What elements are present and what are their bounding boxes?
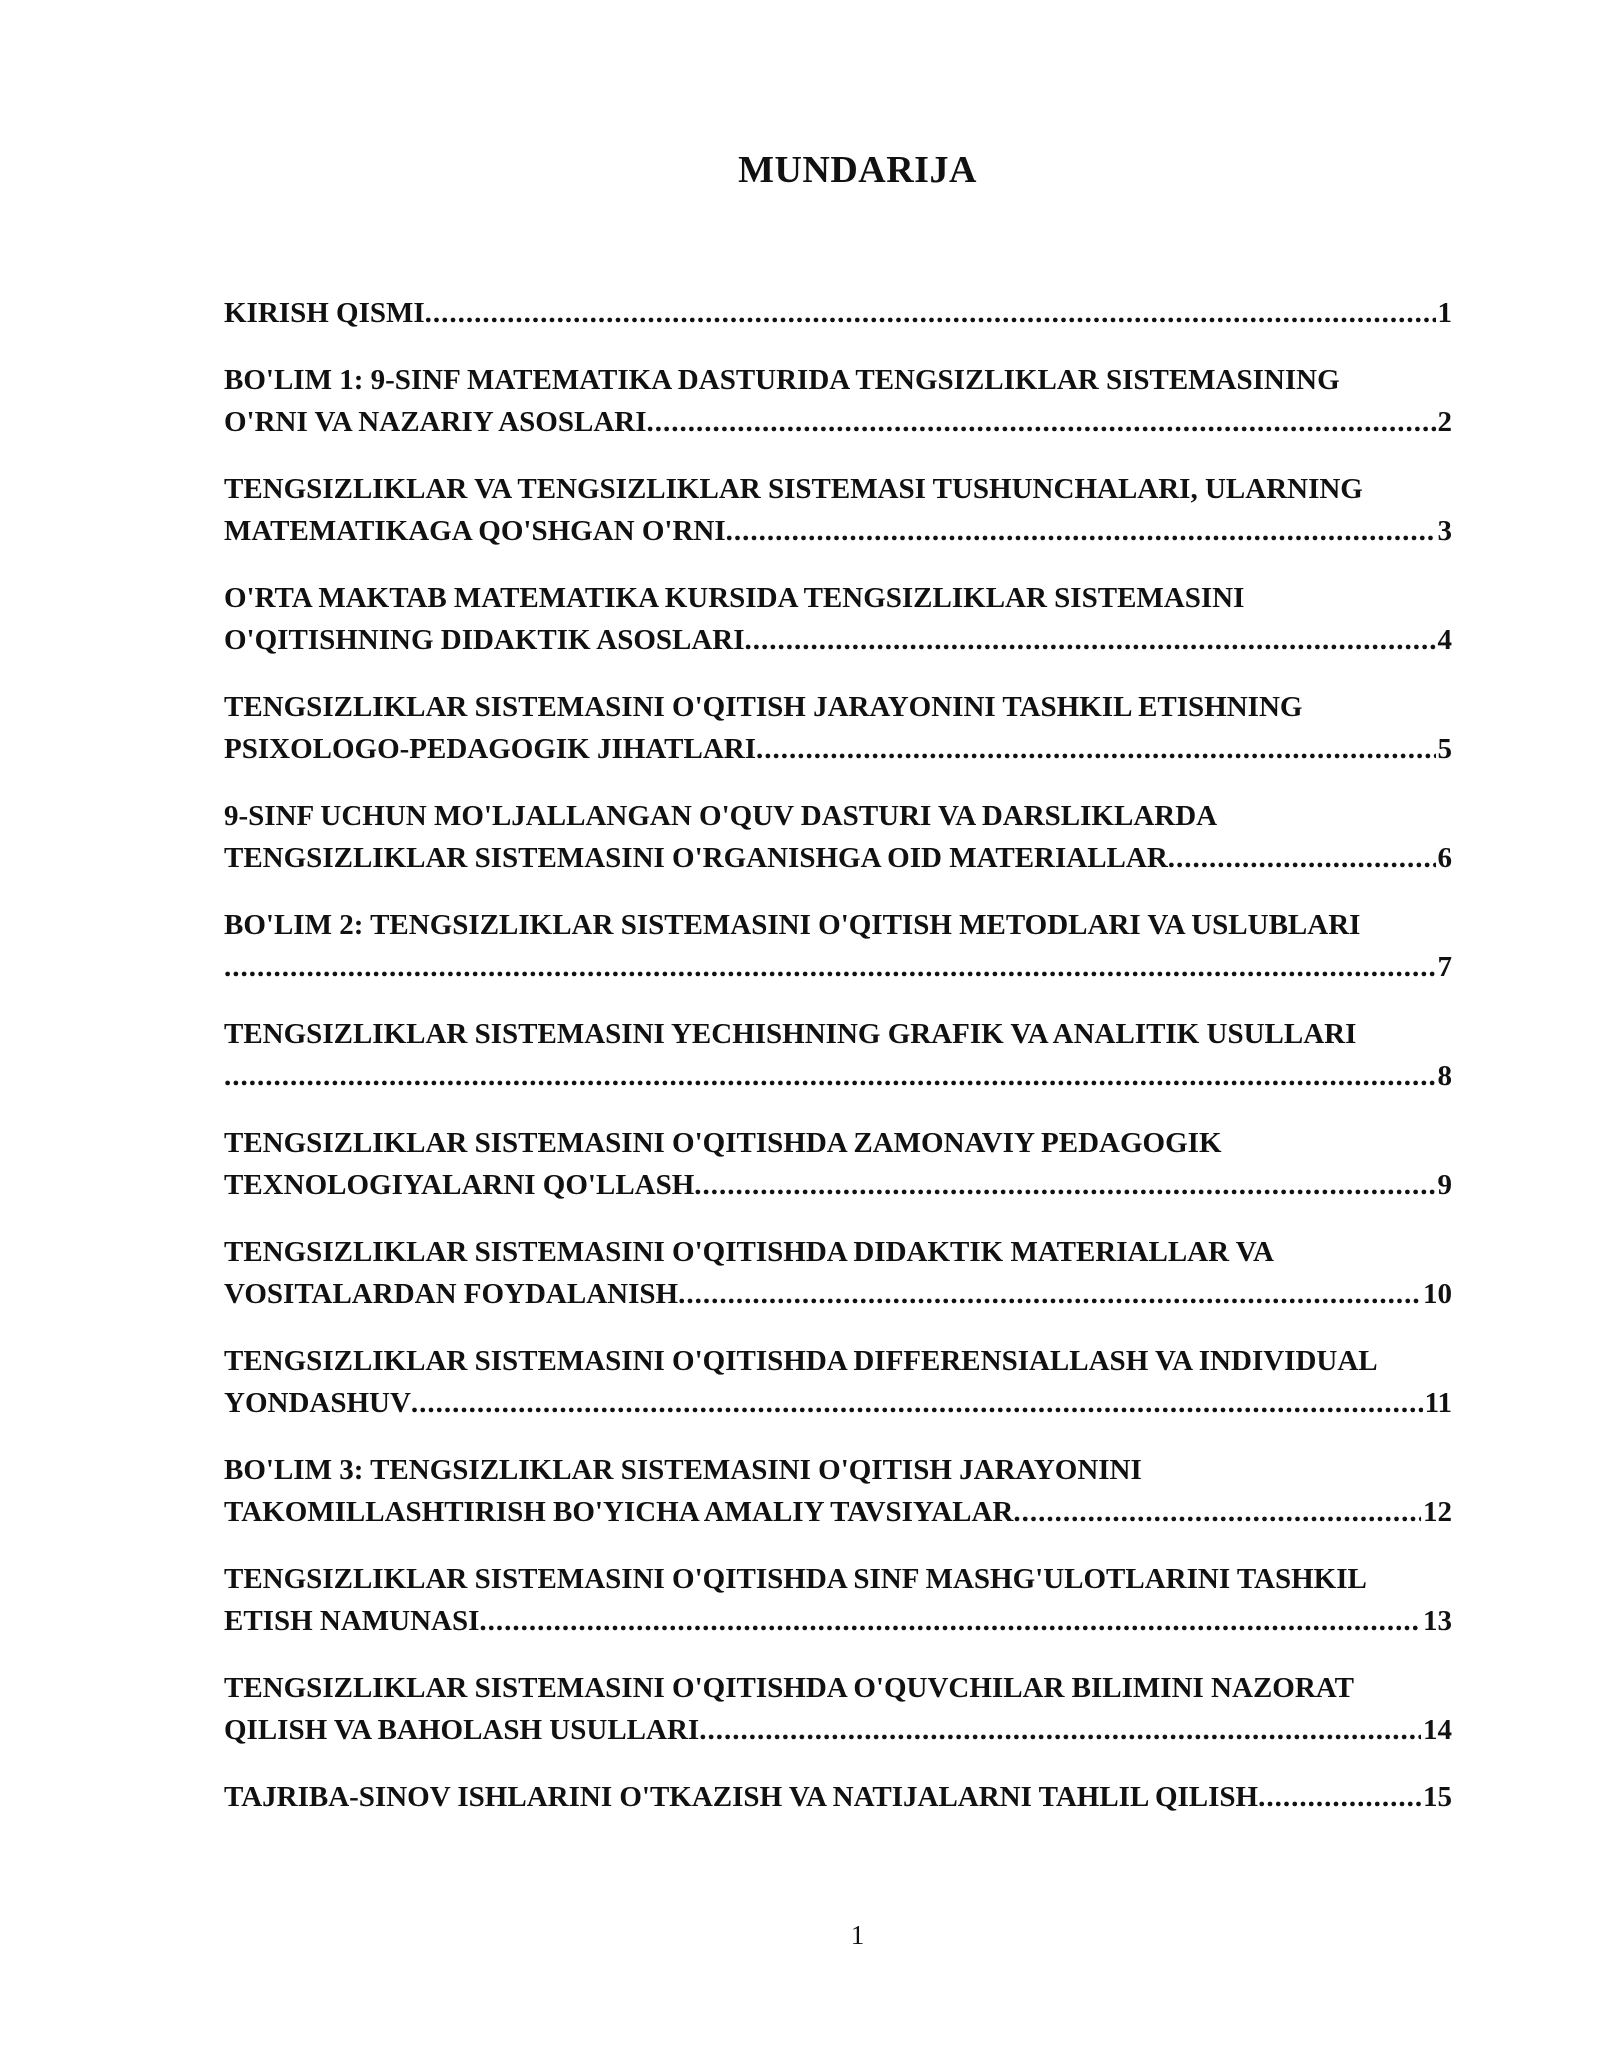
toc-page-number: 12	[1423, 1496, 1452, 1528]
toc-entry-text: PSIXOLOGO-PEDAGOGIK JIHATLARI	[224, 733, 756, 765]
toc-page-number: 15	[1423, 1781, 1452, 1813]
toc-entry-text: TEXNOLOGIYALARNI QO'LLASH	[224, 1169, 695, 1201]
page-title: MUNDARIJA	[738, 149, 977, 191]
toc-dot-leader	[694, 1164, 1435, 1206]
toc-dot-leader	[411, 1382, 1423, 1424]
toc-entry-leader-row	[224, 1776, 1452, 1818]
toc-entry-text: O'QITISHNING DIDAKTIK ASOSLARI	[224, 624, 745, 656]
toc-page-number: 13	[1423, 1605, 1452, 1637]
toc-entry-text: YONDASHUV	[224, 1387, 411, 1419]
toc-entry-text: BO'LIM 1: 9-SINF MATEMATIKA DASTURIDA TENGSIZLIKLAR SISTEMASINING	[224, 364, 1340, 396]
toc-entry-leader-row	[224, 946, 1452, 988]
toc-entry[interactable]	[224, 795, 1452, 879]
toc-entry-leader-row	[224, 1055, 1452, 1097]
toc-page-number: 1	[1437, 297, 1452, 329]
toc-entry-text: TENGSIZLIKLAR SISTEMASINI O'QITISHDA DIFFERENSIALLASH VA INDIVIDUAL	[224, 1345, 1378, 1377]
toc-entry-text: KIRISH QISMI	[224, 297, 425, 329]
toc-dot-leader	[224, 1055, 1436, 1097]
toc-page-number: 2	[1437, 406, 1452, 438]
toc-entry[interactable]	[224, 1558, 1452, 1642]
toc-entry-text: TENGSIZLIKLAR SISTEMASINI O'RGANISHGA OID MATERIALLAR	[224, 842, 1168, 874]
toc-entry[interactable]	[224, 1667, 1452, 1751]
toc-page-number: 5	[1437, 733, 1452, 765]
toc-entry-text: VOSITALARDAN FOYDALANISH	[224, 1278, 679, 1310]
toc-dot-leader	[699, 1709, 1421, 1751]
toc-entry-text: MATEMATIKAGA QO'SHGAN O'RNI	[224, 515, 726, 547]
toc-entry-text: 9-SINF UCHUN MO'LJALLANGAN O'QUV DASTURI VA DARSLIKLARDA	[224, 800, 1218, 832]
toc-entry[interactable]	[224, 468, 1452, 552]
toc-page-number: 6	[1437, 842, 1452, 874]
page-number: 1	[850, 1920, 865, 1950]
toc-entry-text: TENGSIZLIKLAR SISTEMASINI O'QITISHDA O'QUVCHILAR BILIMINI NAZORAT	[224, 1672, 1354, 1704]
toc-entry-text: QILISH VA BAHOLASH USULLARI	[224, 1714, 700, 1746]
toc-dot-leader	[647, 401, 1436, 443]
toc-entry[interactable]	[224, 1013, 1452, 1097]
toc-entry[interactable]	[224, 292, 1452, 334]
toc-entry[interactable]	[224, 1231, 1452, 1315]
toc-dot-leader	[1013, 1491, 1421, 1533]
toc-entry[interactable]	[224, 1776, 1452, 1818]
toc-entry-leader-row	[224, 510, 1452, 552]
toc-entry-leader-row	[224, 728, 1452, 770]
toc-entry-text: ETISH NAMUNASI	[224, 1605, 480, 1637]
toc-entry-text: TENGSIZLIKLAR SISTEMASINI O'QITISH JARAYONINI TASHKIL ETISHNING	[224, 691, 1303, 723]
toc-entry[interactable]	[224, 1449, 1452, 1533]
toc-entry-leader-row	[224, 1382, 1452, 1424]
toc-entry[interactable]	[224, 1340, 1452, 1424]
toc-page-number: 14	[1423, 1714, 1452, 1746]
toc-entry-leader-row	[224, 1491, 1452, 1533]
toc-dot-leader	[745, 619, 1436, 661]
toc-entry-leader-row	[224, 1709, 1452, 1751]
table-of-contents	[224, 292, 1452, 1843]
toc-entry[interactable]	[224, 359, 1452, 443]
toc-entry[interactable]	[224, 904, 1452, 988]
toc-entry[interactable]	[224, 577, 1452, 661]
toc-entry-leader-row	[224, 1600, 1452, 1642]
toc-entry-text: O'RNI VA NAZARIY ASOSLARI	[224, 406, 647, 438]
toc-entry-leader-row	[224, 1164, 1452, 1206]
toc-dot-leader	[425, 292, 1436, 334]
toc-entry-text: TENGSIZLIKLAR VA TENGSIZLIKLAR SISTEMASI TUSHUNCHALARI, ULARNING	[224, 473, 1363, 505]
toc-page-number: 10	[1423, 1278, 1452, 1310]
toc-entry[interactable]	[224, 1122, 1452, 1206]
toc-entry[interactable]	[224, 686, 1452, 770]
toc-entry-text: BO'LIM 3: TENGSIZLIKLAR SISTEMASINI O'QITISH JARAYONINI	[224, 1454, 1142, 1486]
toc-dot-leader	[726, 510, 1436, 552]
toc-entry-text: TENGSIZLIKLAR SISTEMASINI YECHISHNING GRAFIK VA ANALITIK USULLARI	[224, 1018, 1357, 1050]
toc-entry-text: TENGSIZLIKLAR SISTEMASINI O'QITISHDA ZAMONAVIY PEDAGOGIK	[224, 1127, 1222, 1159]
toc-entry-text: O'RTA MAKTAB MATEMATIKA KURSIDA TENGSIZLIKLAR SISTEMASINI	[224, 582, 1245, 614]
toc-page-number: 8	[1437, 1060, 1452, 1092]
toc-dot-leader	[756, 728, 1436, 770]
toc-page-number: 3	[1437, 515, 1452, 547]
toc-dot-leader	[1258, 1776, 1421, 1818]
toc-entry-leader-row	[224, 837, 1452, 879]
toc-entry-text: TAJRIBA-SINOV ISHLARINI O'TKAZISH VA NATIJALARNI TAHLIL QILISH	[224, 1781, 1259, 1813]
toc-page-number: 4	[1437, 624, 1452, 656]
toc-dot-leader	[479, 1600, 1421, 1642]
toc-entry-text: BO'LIM 2: TENGSIZLIKLAR SISTEMASINI O'QITISH METODLARI VA USLUBLARI	[224, 909, 1361, 941]
toc-dot-leader	[224, 946, 1436, 988]
toc-entry-leader-row	[224, 619, 1452, 661]
toc-dot-leader	[678, 1273, 1421, 1315]
toc-entry-leader-row	[224, 401, 1452, 443]
toc-page-number: 11	[1424, 1387, 1452, 1419]
toc-entry-text: TENGSIZLIKLAR SISTEMASINI O'QITISHDA SINF MASHG'ULOTLARINI TASHKIL	[224, 1563, 1367, 1595]
toc-page-number: 9	[1437, 1169, 1452, 1201]
toc-entry-leader-row	[224, 292, 1452, 334]
toc-entry-text: TENGSIZLIKLAR SISTEMASINI O'QITISHDA DIDAKTIK MATERIALLAR VA	[224, 1236, 1274, 1268]
toc-dot-leader	[1168, 837, 1436, 879]
toc-page-number: 7	[1437, 951, 1452, 983]
toc-entry-leader-row	[224, 1273, 1452, 1315]
toc-entry-text: TAKOMILLASHTIRISH BO'YICHA AMALIY TAVSIYALAR	[224, 1496, 1014, 1528]
